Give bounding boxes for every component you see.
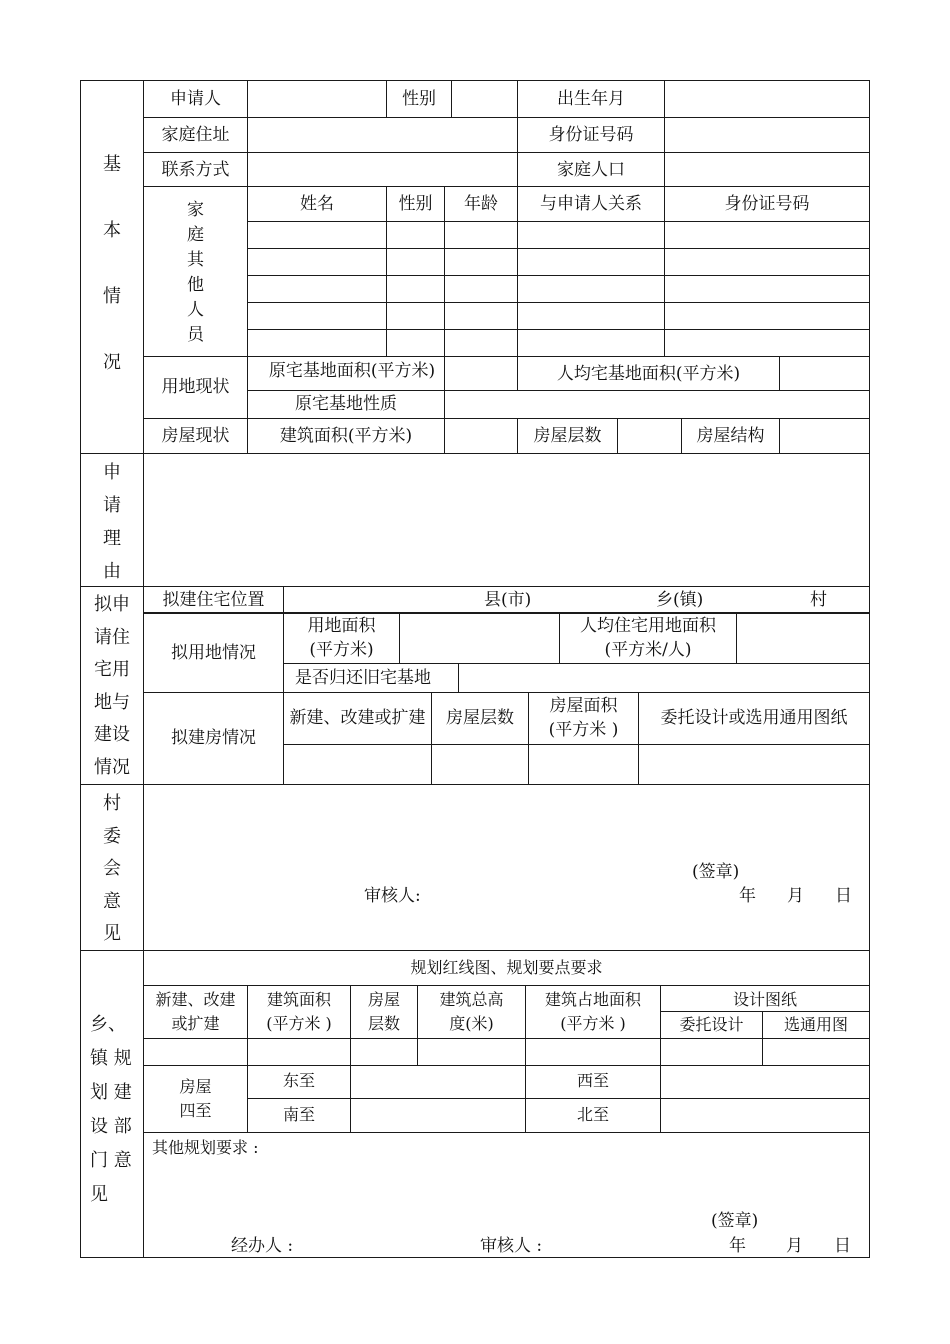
section-label-plan: 拟申 请住 宅用 地与 建设 情况 <box>94 594 130 778</box>
land-use-label: 拟用地情况 <box>171 643 256 663</box>
house-area-label-2: (平方米 ) <box>548 720 619 740</box>
build-type-header-2: 或扩建 <box>171 1014 220 1033</box>
footprint-header-1: 建筑占地面积 <box>544 990 641 1009</box>
build-type-header-1: 新建、改建 <box>155 990 236 1009</box>
house-plan-label: 拟建房情况 <box>171 728 256 748</box>
build-area-label: 建筑面积(平方米) <box>279 426 413 446</box>
section-label-reason: 申 请 理 由 <box>103 462 121 582</box>
build-type-label: 新建、改建或扩建 <box>289 708 426 728</box>
per-capita-use-label-2: (平方米/人) <box>604 640 692 660</box>
address-label: 家庭住址 <box>161 125 230 145</box>
west-label: 西至 <box>576 1071 609 1090</box>
footprint-header-2: (平方米 ) <box>560 1014 626 1033</box>
bounds-label-1: 房屋 <box>179 1077 212 1096</box>
county-label: 县(市) <box>484 590 532 610</box>
reason-input-area[interactable] <box>144 454 869 586</box>
house-area-label-1: 房屋面积 <box>549 696 618 716</box>
family-header-gender: 性别 <box>398 194 433 214</box>
address-input[interactable] <box>248 118 517 152</box>
build-area-input[interactable] <box>445 419 517 453</box>
plan-floors-label: 房屋层数 <box>446 708 514 728</box>
orig-nature-input[interactable] <box>445 391 869 418</box>
house-structure-label: 房屋结构 <box>696 426 765 446</box>
village-reviewer-label: 审核人: <box>364 886 421 906</box>
house-floors-input[interactable] <box>618 419 681 453</box>
return-old-input[interactable] <box>459 664 869 692</box>
town-label: 乡(镇) <box>656 590 704 610</box>
select-header: 选通用图 <box>783 1015 848 1034</box>
design-label: 委托设计或选用通用图纸 <box>660 708 848 728</box>
north-label: 北至 <box>576 1105 609 1124</box>
use-area-input[interactable] <box>400 614 559 663</box>
family-header-name: 姓名 <box>300 194 334 214</box>
family-header-age: 年龄 <box>464 194 498 214</box>
village-day: 日 <box>835 886 852 906</box>
height-header-1: 建筑总高 <box>439 990 504 1009</box>
height-header-2: 度(米) <box>449 1014 494 1033</box>
applicant-input[interactable] <box>248 81 386 117</box>
birth-input[interactable] <box>665 81 869 117</box>
township-handler-label: 经办人 : <box>231 1236 294 1256</box>
orig-area-input[interactable] <box>445 357 517 390</box>
family-members-label: 家 庭 其 他 人 员 <box>187 200 204 345</box>
township-month: 月 <box>786 1236 803 1256</box>
floors-header-1: 房屋 <box>367 990 400 1009</box>
applicant-label: 申请人 <box>170 89 221 109</box>
house-status-label: 房屋现状 <box>161 426 230 446</box>
house-structure-input[interactable] <box>780 419 869 453</box>
red-line-label: 规划红线图、规划要点要求 <box>410 958 603 977</box>
village-year: 年 <box>739 886 756 906</box>
bounds-label-2: 四至 <box>179 1101 212 1120</box>
drawings-header: 设计图纸 <box>732 990 797 1009</box>
household-label: 家庭人口 <box>557 160 625 180</box>
birth-label: 出生年月 <box>557 89 625 109</box>
id-number-label: 身份证号码 <box>548 125 634 145</box>
orig-nature-label: 原宅基地性质 <box>295 394 397 414</box>
township-reviewer-label: 审核人 : <box>480 1236 543 1256</box>
contact-label: 联系方式 <box>161 160 230 180</box>
build-area-header-1: 建筑面积 <box>266 990 331 1009</box>
township-year: 年 <box>729 1236 746 1256</box>
family-header-relation: 与申请人关系 <box>540 194 642 214</box>
section-label-township: 乡、 镇 规 划 建 设 部 门 意 见 <box>90 1014 132 1205</box>
land-status-label: 用地现状 <box>161 377 230 397</box>
gender-input[interactable] <box>452 81 517 117</box>
township-day: 日 <box>834 1236 851 1256</box>
other-requirements-area[interactable] <box>144 1160 869 1210</box>
applicant-gender-label: 性别 <box>402 89 436 109</box>
per-capita-area-label: 人均宅基地面积(平方米) <box>556 364 741 384</box>
contact-input[interactable] <box>248 153 517 186</box>
village-opinion-area[interactable] <box>144 785 869 950</box>
id-number-input[interactable] <box>665 118 869 152</box>
floors-header-2: 层数 <box>367 1014 400 1033</box>
household-input[interactable] <box>665 153 869 186</box>
village-seal: (签章) <box>692 862 740 882</box>
per-capita-use-input[interactable] <box>737 614 869 663</box>
location-label: 拟建住宅位置 <box>162 590 265 610</box>
village-label: 村 <box>810 590 827 610</box>
township-seal: (签章) <box>711 1211 759 1231</box>
use-area-label-2: (平方米) <box>309 640 374 660</box>
per-capita-use-label-1: 人均住宅用地面积 <box>580 616 716 636</box>
orig-area-label: 原宅基地面积(平方米) <box>268 361 436 381</box>
other-requirements-label: 其他规划要求 : <box>152 1138 259 1157</box>
use-area-label-1: 用地面积 <box>307 616 376 636</box>
south-label: 南至 <box>282 1105 315 1124</box>
return-old-label: 是否归还旧宅基地 <box>295 668 431 688</box>
house-floors-label: 房屋层数 <box>533 426 602 446</box>
section-label-village: 村 委 会 意 见 <box>103 793 121 944</box>
east-label: 东至 <box>282 1071 315 1090</box>
village-month: 月 <box>787 886 804 906</box>
family-header-id: 身份证号码 <box>724 194 810 214</box>
entrust-header: 委托设计 <box>679 1015 744 1034</box>
section-label-basic: 基 本 情 况 <box>103 154 121 373</box>
build-area-header-2: (平方米 ) <box>266 1014 332 1033</box>
per-capita-area-input[interactable] <box>780 357 869 390</box>
